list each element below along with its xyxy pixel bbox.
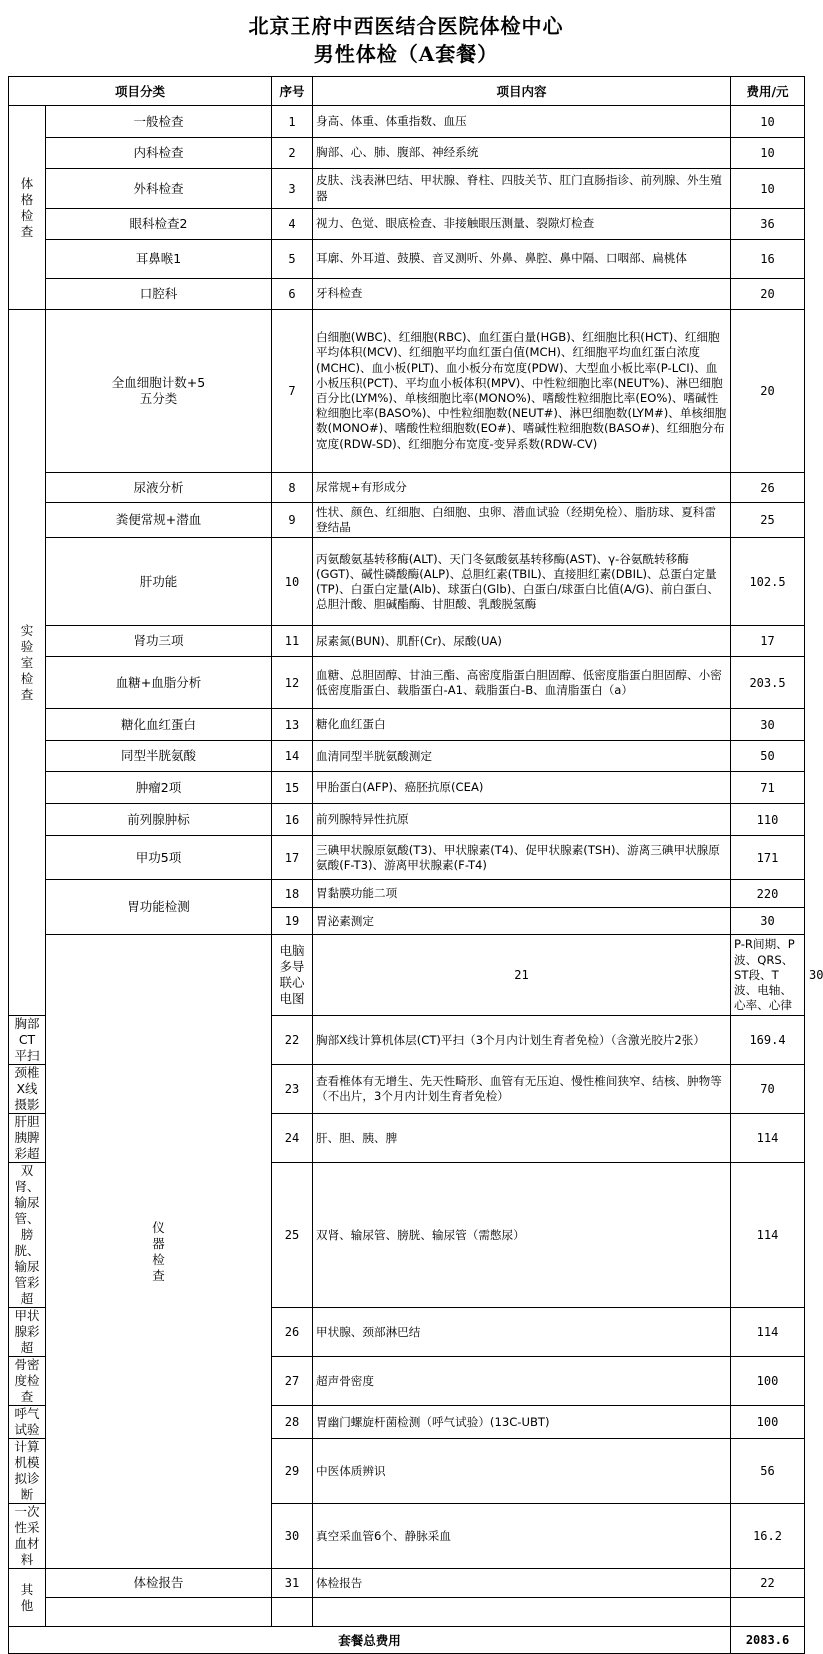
row-index: 29: [272, 1439, 313, 1504]
row-fee: 110: [731, 804, 805, 836]
row-content: 甲状腺、颈部淋巴结: [313, 1308, 731, 1357]
row-index: 19: [272, 908, 313, 935]
row-index: 22: [272, 1016, 313, 1065]
table-row: [9, 1569, 805, 1598]
package-table: [8, 76, 823, 1654]
row-fee: 70: [731, 1065, 805, 1114]
row-content: 胃幽门螺旋杆菌检测（呼气试验）(13C-UBT): [313, 1406, 731, 1439]
row-category: 肝胆胰脾彩超: [9, 1114, 46, 1163]
row-category: 甲功5项: [46, 836, 272, 880]
row-content: 胸部X线计算机体层(CT)平扫（3个月内计划生育者免检）（含激光胶片2张）: [313, 1016, 731, 1065]
row-index: 27: [272, 1357, 313, 1406]
row-fee: 16.2: [731, 1504, 805, 1569]
row-content: 皮肤、浅表淋巴结、甲状腺、脊柱、四肢关节、肛门直肠指诊、前列腺、外生殖器: [313, 169, 731, 209]
row-index: 5: [272, 240, 313, 279]
row-content: 白细胞(WBC)、红细胞(RBC)、血红蛋白量(HGB)、红细胞比积(HCT)、红细胞平均体积(MCV)、红细胞平均血红蛋白值(MCH)、红细胞平均血红蛋白浓度(MCHC)、血小板(PLT)、血小板分布宽度(PDW)、大型血小板比率(P-LCI)、血小板压积(PCT)、平均血小板体积(MPV)、中性粒细胞比率(NEUT%)、淋巴细胞百分比(LYM%)、单核细胞比率(MONO%)、嗜酸性粒细胞比率(EO%)、嗜碱性粒细胞比率(BASO%)、中性粒细胞数(NEUT#)、淋巴细胞数(LYM#)、单核细胞数(MONO#)、嗜酸性粒细胞数(EO#)、嗜碱性粒细胞数(BASO#)、红细胞分布宽度(RDW-SD)、红细胞分布宽度-变异系数(RDW-CV): [313, 310, 731, 473]
header-category: 项目分类: [9, 77, 272, 106]
row-index: 25: [272, 1163, 313, 1308]
row-category: 电脑多导联心电图: [272, 935, 313, 1016]
row-category: 肿瘤2项: [46, 772, 272, 804]
total-label: 套餐总费用: [9, 1627, 731, 1654]
row-category: 眼科检查2: [46, 209, 272, 240]
table-row: [9, 106, 805, 138]
row-fee: 25: [731, 503, 805, 538]
row-content: 真空采血管6个、静脉采血: [313, 1504, 731, 1569]
row-fee: 26: [731, 473, 805, 503]
table-row: [9, 836, 805, 880]
row-fee: 71: [731, 772, 805, 804]
row-content: 糖化血红蛋白: [313, 709, 731, 741]
row-category: 胸部CT平扫: [9, 1016, 46, 1065]
row-index: 6: [272, 279, 313, 310]
row-category: 糖化血红蛋白: [46, 709, 272, 741]
row-index: 15: [272, 772, 313, 804]
row-fee: 50: [731, 741, 805, 772]
row-index: 9: [272, 503, 313, 538]
table-row: [9, 138, 805, 169]
row-category: 前列腺肿标: [46, 804, 272, 836]
row-category: [46, 1598, 272, 1627]
row-content: [313, 1598, 731, 1627]
header-index: 序号: [272, 77, 313, 106]
row-category: 一般检查: [46, 106, 272, 138]
group-label-instrument: 仪器检查: [46, 935, 272, 1569]
row-category: 尿液分析: [46, 473, 272, 503]
row-fee: 56: [731, 1439, 805, 1504]
row-fee: [731, 1598, 805, 1627]
group-label-lab: 实验室检查: [9, 310, 46, 1016]
row-category: 内科检查: [46, 138, 272, 169]
row-index: 7: [272, 310, 313, 473]
row-index: 14: [272, 741, 313, 772]
group-label-physical: 体格检查: [9, 106, 46, 310]
row-content: 三碘甲状腺原氨酸(T3)、甲状腺素(T4)、促甲状腺素(TSH)、游离三碘甲状腺原氨酸(F-T3)、游离甲状腺素(F-T4): [313, 836, 731, 880]
row-content: 胸部、心、肺、腹部、神经系统: [313, 138, 731, 169]
table-row: [9, 169, 805, 209]
table-row: [9, 240, 805, 279]
row-category: 全血细胞计数+5 五分类: [46, 310, 272, 473]
row-content: 牙科检查: [313, 279, 731, 310]
row-fee: 17: [731, 626, 805, 657]
row-content: 胃黏膜功能二项: [313, 880, 731, 908]
row-index: 26: [272, 1308, 313, 1357]
group-label-other: 其他: [9, 1569, 46, 1627]
table-header-row: [9, 77, 805, 106]
row-content: 肝、胆、胰、脾: [313, 1114, 731, 1163]
row-fee: 100: [731, 1357, 805, 1406]
row-content: 性状、颜色、红细胞、白细胞、虫卵、潜血试验（经期免检）、脂肪球、夏科雷登结晶: [313, 503, 731, 538]
row-fee: 203.5: [731, 657, 805, 709]
table-row: [9, 209, 805, 240]
row-content: 血糖、总胆固醇、甘油三酯、高密度脂蛋白胆固醇、低密度脂蛋白胆固醇、小密低密度脂蛋白、载脂蛋白-A1、载脂蛋白-B、血清脂蛋白（a）: [313, 657, 731, 709]
row-index: 23: [272, 1065, 313, 1114]
row-category: 甲状腺彩超: [9, 1308, 46, 1357]
row-index: 17: [272, 836, 313, 880]
row-index: 2: [272, 138, 313, 169]
table-row: [9, 279, 805, 310]
row-category: 外科检查: [46, 169, 272, 209]
row-content: 血清同型半胱氨酸测定: [313, 741, 731, 772]
row-content: 身高、体重、体重指数、血压: [313, 106, 731, 138]
table-row: [9, 473, 805, 503]
row-category: 肾功三项: [46, 626, 272, 657]
table-row: [9, 310, 805, 473]
table-row: 仪器检查 电脑多导联心电图 21 P-R间期、P波、QRS、ST段、T波、电轴、心率、心律 30: [9, 935, 805, 1016]
row-fee: 10: [731, 106, 805, 138]
row-fee: 169.4: [731, 1016, 805, 1065]
row-fee: 30: [731, 908, 805, 935]
table-row: [9, 880, 805, 908]
row-content: 体检报告: [313, 1569, 731, 1598]
row-category: 体检报告: [46, 1569, 272, 1598]
header-fee: 费用/元: [731, 77, 805, 106]
row-index: 31: [272, 1569, 313, 1598]
row-category: 口腔科: [46, 279, 272, 310]
row-fee: 16: [731, 240, 805, 279]
table-row: [9, 626, 805, 657]
row-index: 12: [272, 657, 313, 709]
total-value: 2083.6: [731, 1627, 805, 1654]
row-category: 粪便常规+潜血: [46, 503, 272, 538]
row-category: 同型半胱氨酸: [46, 741, 272, 772]
table-row: [9, 804, 805, 836]
row-fee: 100: [731, 1406, 805, 1439]
row-content: 耳廓、外耳道、鼓膜、音叉测听、外鼻、鼻腔、鼻中隔、口咽部、扁桃体: [313, 240, 731, 279]
row-content: 超声骨密度: [313, 1357, 731, 1406]
row-category: 一次性采血材料: [9, 1504, 46, 1569]
row-content: 尿常规+有形成分: [313, 473, 731, 503]
table-row: [9, 741, 805, 772]
row-content: 双肾、输尿管、膀胱、输尿管（需憋尿）: [313, 1163, 731, 1308]
row-content: 查看椎体有无增生、先天性畸形、血管有无压迫、慢性椎间狭窄、结核、肿物等（不出片，3个月内计划生育者免检）: [313, 1065, 731, 1114]
row-index: 13: [272, 709, 313, 741]
table-row: [9, 1598, 805, 1627]
row-content: P-R间期、P波、QRS、ST段、T波、电轴、心率、心律: [731, 935, 805, 1016]
row-index: 3: [272, 169, 313, 209]
table-row: [9, 657, 805, 709]
row-index: 4: [272, 209, 313, 240]
row-fee: 30: [731, 709, 805, 741]
row-index: 16: [272, 804, 313, 836]
row-content: 前列腺特异性抗原: [313, 804, 731, 836]
table-row: [9, 538, 805, 626]
row-category: 肝功能: [46, 538, 272, 626]
row-fee: 10: [731, 138, 805, 169]
row-fee: 114: [731, 1114, 805, 1163]
row-index: 8: [272, 473, 313, 503]
row-category: 血糖+血脂分析: [46, 657, 272, 709]
row-index: 30: [272, 1504, 313, 1569]
row-category: 计算机模拟诊断: [9, 1439, 46, 1504]
row-fee: 20: [731, 279, 805, 310]
row-index: 18: [272, 880, 313, 908]
table-row: [9, 503, 805, 538]
header-content: 项目内容: [313, 77, 731, 106]
row-fee: 22: [731, 1569, 805, 1598]
row-fee: 114: [731, 1163, 805, 1308]
row-content: 视力、色觉、眼底检查、非接触眼压测量、裂隙灯检查: [313, 209, 731, 240]
row-index: 11: [272, 626, 313, 657]
row-fee: 102.5: [731, 538, 805, 626]
row-fee: 36: [731, 209, 805, 240]
row-category: 呼气试验: [9, 1406, 46, 1439]
row-index: 28: [272, 1406, 313, 1439]
row-fee: 171: [731, 836, 805, 880]
page-subtitle: 男性体检（A套餐）: [313, 42, 499, 66]
row-index: [272, 1598, 313, 1627]
row-category: 耳鼻喉1: [46, 240, 272, 279]
table-row: [9, 709, 805, 741]
row-fee: 114: [731, 1308, 805, 1357]
row-category: 骨密度检查: [9, 1357, 46, 1406]
total-row: [9, 1627, 805, 1654]
row-index: 21: [313, 935, 731, 1016]
row-content: 丙氨酸氨基转移酶(ALT)、天门冬氨酸氨基转移酶(AST)、γ-谷氨酰转移酶(GGT)、碱性磷酸酶(ALP)、总胆红素(TBIL)、直接胆红素(DBIL)、总蛋白定量(TP)、白蛋白定量(Alb)、球蛋白(Glb)、白蛋白/球蛋白比值(A/G)、前白蛋白、总胆汁酸、胆碱酯酶、甘胆酸、乳酸脱氢酶: [313, 538, 731, 626]
table-row: [9, 772, 805, 804]
row-index: 1: [272, 106, 313, 138]
row-fee: 20: [731, 310, 805, 473]
row-category: 双肾、输尿管、膀胱、输尿管彩超: [9, 1163, 46, 1308]
row-content: 中医体质辨识: [313, 1439, 731, 1504]
row-content: 甲胎蛋白(AFP)、癌胚抗原(CEA): [313, 772, 731, 804]
row-index: 10: [272, 538, 313, 626]
page-title: 北京王府中西医结合医院体检中心: [248, 14, 564, 38]
row-category: 胃功能检测: [46, 880, 272, 935]
row-content: 尿素氮(BUN)、肌酐(Cr)、尿酸(UA): [313, 626, 731, 657]
row-category: 颈椎X线摄影: [9, 1065, 46, 1114]
row-content: 胃泌素测定: [313, 908, 731, 935]
row-fee: 220: [731, 880, 805, 908]
row-index: 24: [272, 1114, 313, 1163]
row-fee: 10: [731, 169, 805, 209]
